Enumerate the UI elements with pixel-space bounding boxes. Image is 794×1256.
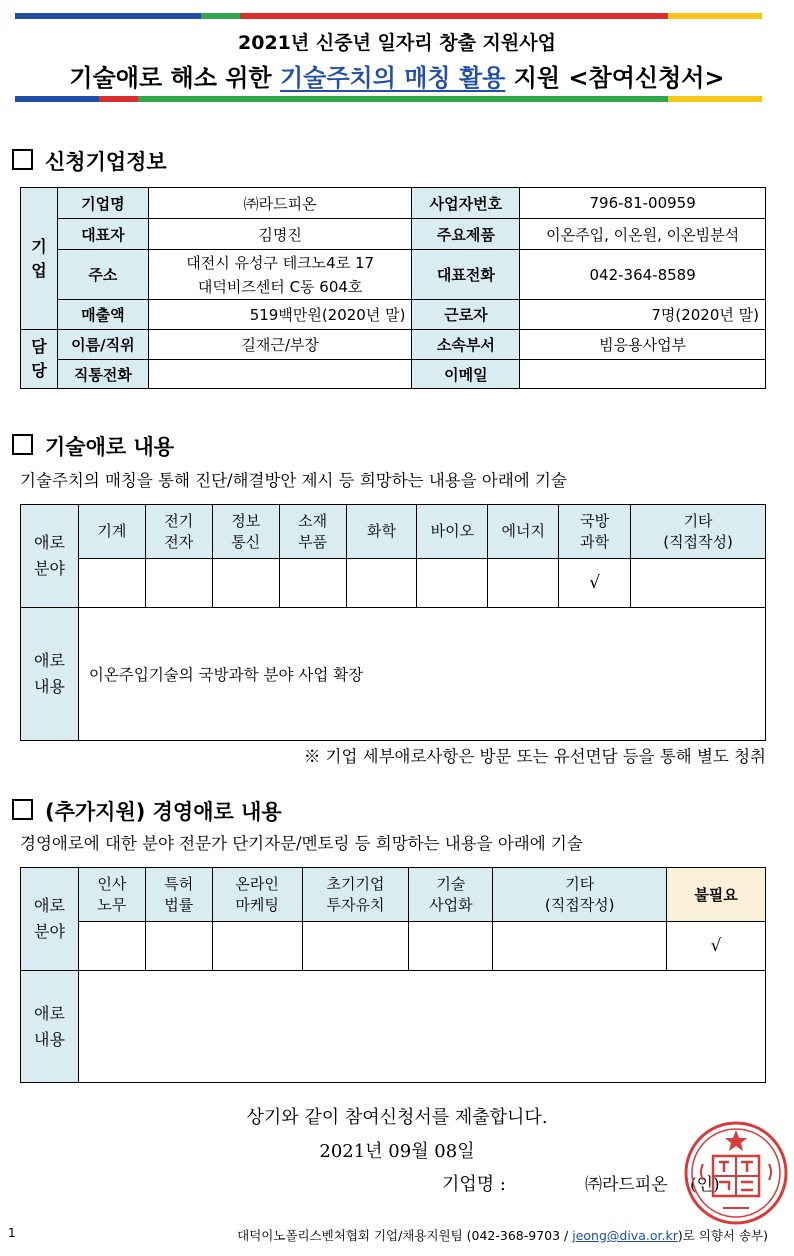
section-mgmt-issue-title	[12, 796, 282, 826]
mgmt-issue-table	[20, 867, 766, 1083]
tech-field-label: 애로 분야	[21, 505, 79, 608]
document-title	[0, 58, 794, 93]
address-line1: 대전시 유성구 테크노4로 17	[186, 253, 375, 272]
mgmt-field-label: 애로 분야	[21, 868, 79, 971]
direct-phone-label: 직통전화	[57, 360, 148, 389]
mgmt-content-value[interactable]	[78, 971, 765, 1083]
footer-email-link[interactable]: jeong@diva.or.kr	[572, 1228, 678, 1243]
top-bar-green	[201, 13, 240, 19]
email-value	[520, 360, 766, 389]
mgmt-check-cell[interactable]	[78, 922, 145, 971]
submission-date: 2021년 09월 08일	[319, 1141, 475, 1162]
footer-contact-suffix: )로 의향서 송부)	[677, 1228, 768, 1243]
product-label: 주요제품	[412, 219, 520, 250]
tech-check-cell[interactable]	[212, 559, 279, 608]
company-seal-icon	[683, 1120, 789, 1226]
bottom-bar-blue	[15, 96, 99, 102]
tech-cat-materials: 소재 부품	[279, 505, 346, 559]
workers-label: 근로자	[412, 300, 520, 330]
footer-contact	[237, 1226, 768, 1244]
sales-value: 519백만원(2020년 말)	[148, 300, 412, 330]
mgmt-cat-hr: 인사 노무	[78, 868, 145, 922]
company-side-label: 기 업	[21, 188, 58, 330]
workers-value: 7명(2020년 말)	[520, 300, 766, 330]
tech-issue-description: 기술주치의 매칭을 통해 진단/해결방안 제시 등 희망하는 내용을 아래에 기술	[20, 471, 567, 490]
tech-check-cell[interactable]	[417, 559, 488, 608]
mgmt-cat-investment: 초기기업 투자유치	[302, 868, 409, 922]
contact-name-value: 길재근/부장	[148, 330, 412, 360]
tech-cat-defense: 국방 과학	[559, 505, 631, 559]
contact-name-label: 이름/직위	[57, 330, 148, 360]
tech-cat-chemistry: 화학	[346, 505, 417, 559]
mgmt-issue-description: 경영애로에 대한 분야 전문가 단기자문/멘토링 등 희망하는 내용을 아래에 기술	[20, 834, 583, 853]
section-tech-issue-label: 기술애로 내용	[45, 435, 175, 459]
product-value: 이온주입, 이온원, 이온빔분석	[520, 219, 766, 250]
document-subtitle: 2021년 신중년 일자리 창출 지원사업	[238, 32, 556, 54]
tech-cat-electric: 전기 전자	[145, 505, 212, 559]
company-name-value: ㈜라드피온	[148, 188, 412, 219]
tech-check-defense[interactable]: √	[559, 559, 631, 608]
email-label: 이메일	[412, 360, 520, 389]
top-bar-red	[240, 13, 668, 19]
top-bar-yellow	[668, 13, 762, 19]
mgmt-check-cell[interactable]	[302, 922, 409, 971]
dept-label: 소속부서	[412, 330, 520, 360]
signature-company-value: ㈜라드피온	[585, 1175, 668, 1195]
tech-content-label: 애로 내용	[21, 608, 79, 741]
company-info-table	[20, 187, 766, 389]
company-name-label: 기업명	[57, 188, 148, 219]
title-highlight: 기술주치의 매칭 활용	[279, 64, 506, 92]
tech-issue-table	[20, 504, 766, 741]
address-value	[148, 250, 412, 300]
mgmt-cat-patent: 특허 법률	[145, 868, 212, 922]
bizno-value: 796-81-00959	[520, 188, 766, 219]
tech-check-cell[interactable]	[488, 559, 559, 608]
mgmt-cat-not-needed: 불필요	[667, 868, 766, 922]
top-bar-blue	[15, 13, 201, 19]
seal-mark: (인)	[690, 1175, 720, 1195]
address-line2: 대덕비즈센터 C동 604호	[197, 277, 363, 296]
submission-statement: 상기와 같이 참여신청서를 제출합니다.	[246, 1107, 548, 1128]
footer-contact-text: 대덕이노폴리스벤처협회 기업/채용지원팀 (042-368-9703 /	[237, 1228, 573, 1243]
tech-cat-mechanical: 기계	[78, 505, 145, 559]
section-company-info-title	[12, 146, 167, 176]
mgmt-cat-commercialization: 기술 사업화	[409, 868, 493, 922]
ceo-value: 김명진	[148, 219, 412, 250]
tech-check-cell[interactable]	[78, 559, 145, 608]
bottom-bar-yellow	[668, 96, 762, 102]
direct-phone-value	[148, 360, 412, 389]
tech-check-cell[interactable]	[346, 559, 417, 608]
contact-side-label: 담 당	[21, 330, 58, 389]
phone-value: 042-364-8589	[520, 250, 766, 300]
section-mgmt-issue-label: (추가지원) 경영애로 내용	[45, 800, 282, 824]
bottom-bar-green	[138, 96, 668, 102]
section-company-info-label: 신청기업정보	[45, 150, 167, 174]
mgmt-check-cell[interactable]	[493, 922, 667, 971]
tech-check-other[interactable]	[631, 559, 766, 608]
address-label: 주소	[57, 250, 148, 300]
mgmt-cat-other: 기타 (직접작성)	[493, 868, 667, 922]
ceo-label: 대표자	[57, 219, 148, 250]
section-tech-issue-title	[12, 431, 174, 461]
mgmt-content-label: 애로 내용	[21, 971, 79, 1083]
title-prefix: 기술애로 해소 위한	[69, 64, 280, 92]
checkbox-square-icon	[12, 799, 33, 820]
checkbox-square-icon	[12, 149, 33, 170]
tech-check-cell[interactable]	[279, 559, 346, 608]
dept-value: 빔응용사업부	[520, 330, 766, 360]
tech-cat-bio: 바이오	[417, 505, 488, 559]
mgmt-check-not-needed[interactable]: √	[667, 922, 766, 971]
title-suffix: 지원 <참여신청서>	[505, 64, 725, 92]
tech-issue-note: ※ 기업 세부애로사항은 방문 또는 유선면담 등을 통해 별도 청취	[303, 747, 766, 766]
tech-check-cell[interactable]	[145, 559, 212, 608]
tech-cat-energy: 에너지	[488, 505, 559, 559]
mgmt-cat-marketing: 온라인 마케팅	[212, 868, 302, 922]
sales-label: 매출액	[57, 300, 148, 330]
tech-content-value[interactable]: 이온주입기술의 국방과학 분야 사업 확장	[78, 608, 765, 741]
phone-label: 대표전화	[412, 250, 520, 300]
mgmt-check-cell[interactable]	[409, 922, 493, 971]
page-number: 1	[8, 1226, 16, 1240]
bizno-label: 사업자번호	[412, 188, 520, 219]
signature-company-label: 기업명 :	[442, 1174, 506, 1195]
mgmt-check-cell[interactable]	[212, 922, 302, 971]
mgmt-check-cell[interactable]	[145, 922, 212, 971]
checkbox-square-icon	[12, 434, 33, 455]
tech-cat-ict: 정보 통신	[212, 505, 279, 559]
tech-cat-other: 기타 (직접작성)	[631, 505, 766, 559]
bottom-bar-red	[99, 96, 138, 102]
